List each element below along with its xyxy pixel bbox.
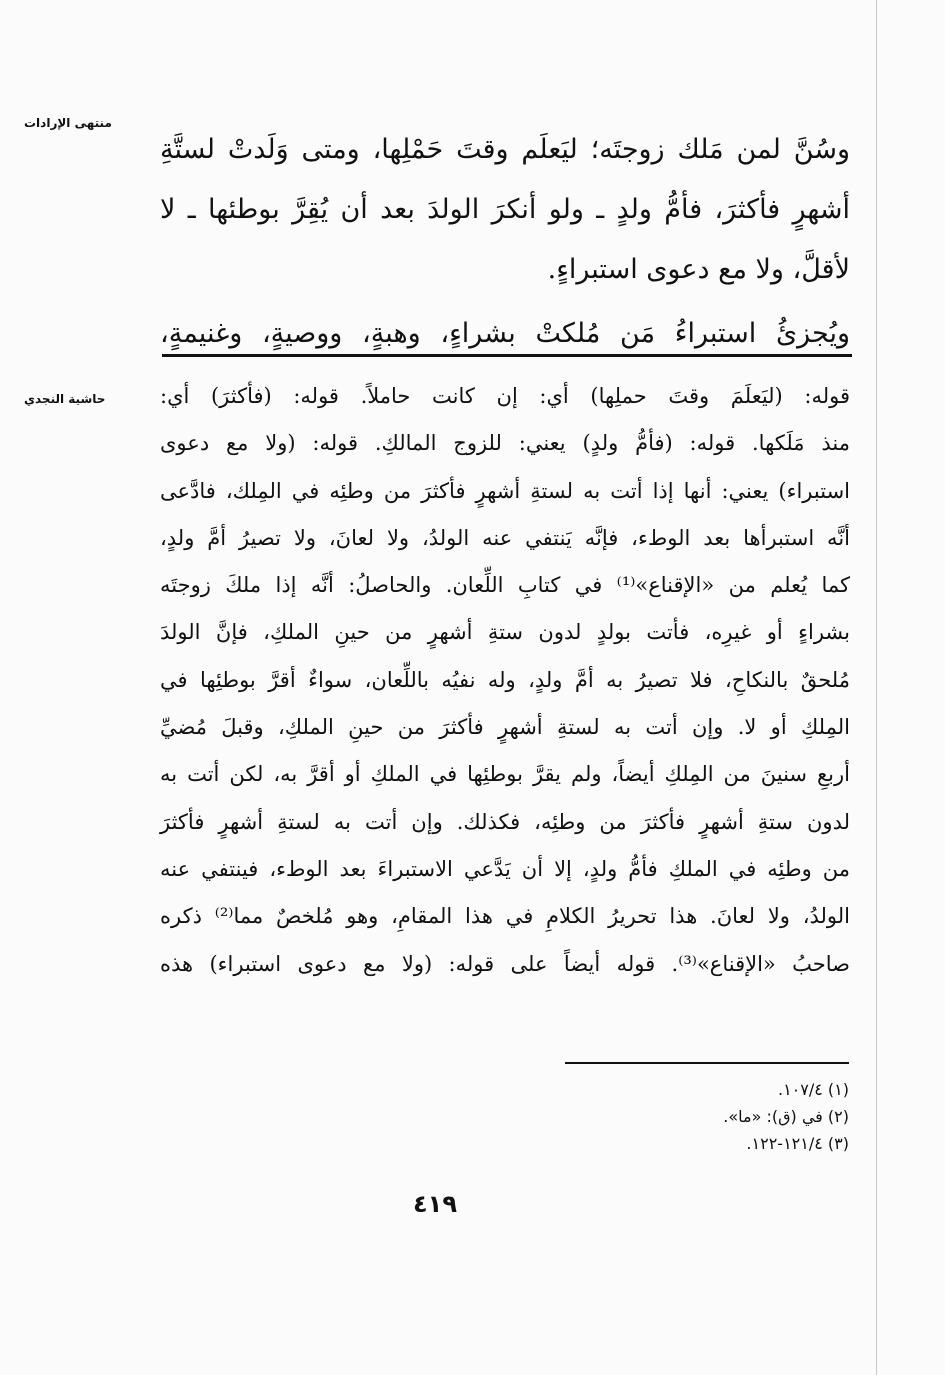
commentary-line: أربعِ سنينَ من المِلكِ أيضاً، ولم يقرَّ بوطئِها في الملكِ أو أقرَّ به، لكن أتت به — [160, 762, 850, 787]
main-line: لأقلَّ، ولا مع دعوى استبراءٍ. — [547, 254, 850, 285]
section-divider — [162, 354, 852, 357]
page-number: ٤١٩ — [413, 1190, 457, 1218]
commentary-line: مُلحقٌ بالنكاحِ، فلا تصيرُ به أمَّ ولدٍ، وله نفيُه باللِّعان، سواءٌ أقرَّ بوطئِها في — [160, 667, 850, 692]
commentary-line: استبراء) يعني: أنها إذا أتت به لستةِ أشهرٍ فأكثرَ من وطئِه في المِلك، فادَّعى — [160, 478, 850, 503]
commentary-line: أنَّه استبرأها بعد الوطء، فإنَّه يَنتفي عنه الولدُ، ولا لعانَ، ولا تصيرُ أمَّ ولدٍ، — [160, 525, 850, 550]
commentary-line: بشراءٍ أو غيرِه، فأتت بولدٍ لدون ستةِ أشهرٍ من حينِ الملكِ، فإنَّ الولدَ — [160, 620, 850, 645]
commentary-line: من وطئِه في الملكِ فأمُّ ولدٍ، إلا أن يَدَّعي الاستبراءَ بعد الوطء، فينتفي عنه — [160, 856, 850, 881]
commentary-title-label: حاشية النجدي — [24, 392, 106, 406]
commentary-line: المِلكِ أو لا. وإن أتت به لستةِ أشهرٍ فأكثرَ من حينِ الملكِ، وقبلَ مُضيِّ — [160, 715, 850, 740]
commentary-line: منذ مَلَكها. قوله: (فأمُّ ولدٍ) يعني: للزوج المالكِ. قوله: (ولا مع دعوى — [160, 431, 850, 456]
commentary-line: قوله: (ليَعلَمَ وقتَ حملِها) أي: إن كانت حاملاً. قوله: (فأكثرَ) أي: — [160, 384, 850, 408]
commentary-line: الولدُ، ولا لعانَ. هذا تحريرُ الكلامِ في هذا المقامِ، وهو مُلخصٌ مما⁽²⁾ ذكره — [160, 904, 850, 929]
commentary-line: لدون ستةِ أشهرٍ فأكثرَ من وطئِه، فكذلك. وإن أتت به لستةِ أشهرٍ فأكثرَ — [160, 809, 850, 834]
footnote-3: (٣) ١٢١/٤-١٢٢. — [746, 1134, 849, 1153]
book-title-label: منتهى الإرادات — [24, 116, 112, 130]
commentary-line: صاحبُ «الإقناع»⁽³⁾. قوله أيضاً على قوله: (ولا مع دعوى استبراء) هذه — [160, 951, 850, 976]
main-line: ويُجزئُ استبراءُ مَن مُلكتْ بشراءٍ، وهبةٍ، ووصيةٍ، وغنيمةٍ، — [160, 318, 850, 349]
footnote-2: (٢) في (ق): «ما». — [723, 1107, 849, 1126]
main-line: أشهرٍ فأكثرَ، فأمُّ ولدٍ ـ ولو أنكرَ الولدَ بعد أن يُقِرَّ بوطئها ـ لا — [160, 194, 850, 225]
footnote-1: (١) ١٠٧/٤. — [777, 1080, 849, 1099]
footnote-divider — [565, 1062, 849, 1064]
commentary-line: كما يُعلم من «الإقناع»⁽¹⁾ في كتابِ اللِّعان. والحاصلُ: أنَّه إذا ملكَ زوجتَه — [160, 573, 850, 598]
footnotes — [723, 1076, 849, 1157]
main-line: وسُنَّ لمن مَلك زوجتَه؛ ليَعلَم وقتَ حَمْلِها، ومتى وَلَدتْ لستَّةِ — [160, 134, 850, 165]
commentary-text — [160, 373, 850, 988]
page-edge-line — [876, 0, 877, 1375]
main-text — [160, 120, 850, 364]
